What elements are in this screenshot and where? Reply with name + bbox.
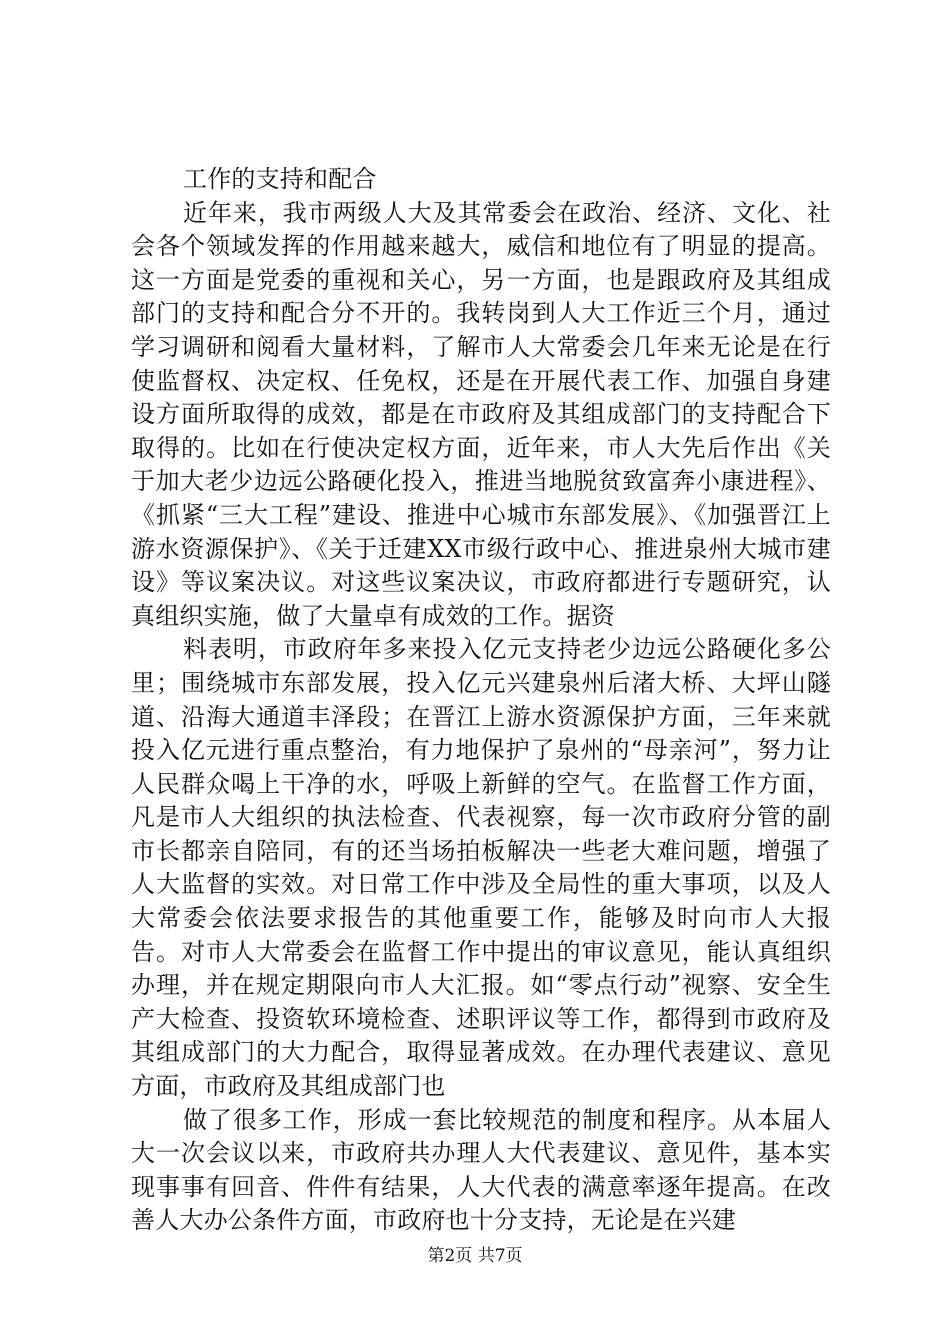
document-body bbox=[131, 163, 831, 1238]
paragraph-heading: 工作的支持和配合 bbox=[183, 165, 377, 193]
paragraph: 做了很多工作，形成一套比较规范的制度和程序。从本届人大一次会议以来，市政府共办理人大代表建议、意见件，基本实现事事有回音、件件有结果，人大代表的满意率逐年提高。在改善人大办公条件方面，市政府也十分支持，无论是在兴建 bbox=[131, 1105, 831, 1235]
paragraph: 近年来，我市两级人大及其常委会在政治、经济、文化、社会各个领域发挥的作用越来越大，威信和地位有了明显的提高。这一方面是党委的重视和关心，另一方面，也是跟政府及其组成部门的支持和配合分不开的。我转岗到人大工作近三个月，通过学习调研和阅看大量材料，了解市人大常委会几年来无论是在行使监督权、决定权、任免权，还是在开展代表工作、加强自身建设方面所取得的成效，都是在市政府及其组成部门的支持配合下取得的。比如在行使决定权方面，近年来，市人大先后作出《关于加大老少边远公路硬化投入，推进当地脱贫致富奔小康进程》、《抓紧“三大工程”建设、推进中心城市东部发展》、《加强晋江上游水资源保护》、《关于迁建XX市级行政中心、推进泉州大城市建设》等议案决议。对这些议案决议，市政府都进行专题研究，认真组织实施，做了大量卓有成效的工作。据资 bbox=[131, 198, 831, 630]
paragraph: 料表明，市政府年多来投入亿元支持老少边远公路硬化多公里；围绕城市东部发展，投入亿元兴建泉州后渚大桥、大坪山隧道、沿海大通道丰泽段；在晋江上游水资源保护方面，三年来就投入亿元进行重点整治，有力地保护了泉州的“母亲河”，努力让人民群众喝上干净的水，呼吸上新鲜的空气。在监督工作方面，凡是市人大组织的执法检查、代表视察，每一次市政府分管的副市长都亲自陪同，有的还当场拍板解决一些老大难问题，增强了人大监督的实效。对日常工作中涉及全局性的重大事项，以及人大常委会依法要求报告的其他重要工作，能够及时向市人大报告。对市人大常委会在监督工作中提出的审议意见，能认真组织办理，并在规定期限向市人大汇报。如“零点行动”视察、安全生产大检查、投资软环境检查、述职评议等工作，都得到市政府及其组成部门的大力配合，取得显著成效。在办理代表建议、意见方面，市政府及其组成部门也 bbox=[131, 635, 831, 1101]
page-number-footer: 第2页 共7页 bbox=[427, 1246, 523, 1266]
